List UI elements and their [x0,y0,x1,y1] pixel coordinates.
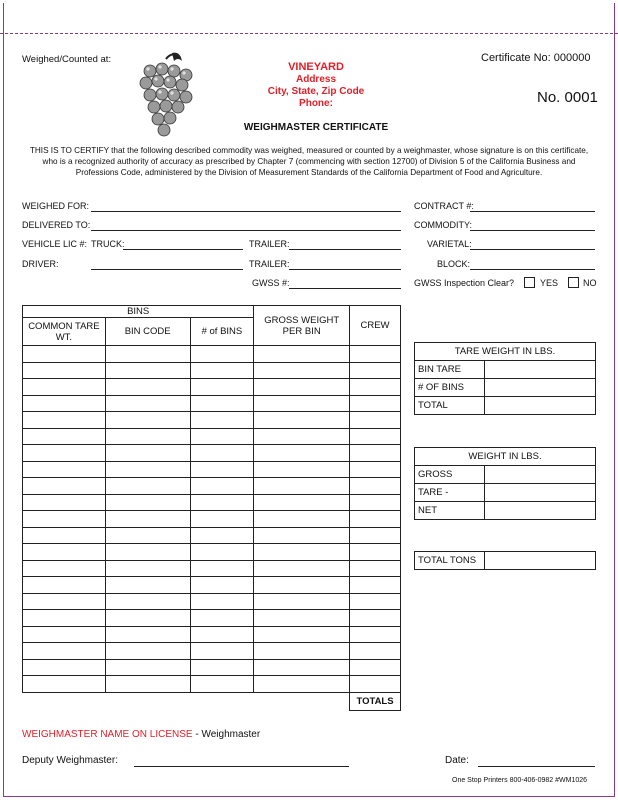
tare-row-label: BIN TARE [415,361,485,379]
block-field[interactable] [470,269,595,270]
contract-field[interactable] [470,211,595,212]
table-cell[interactable] [23,362,106,379]
table-row [23,544,401,561]
table-cell[interactable] [105,593,190,610]
delivered-to-label: DELIVERED TO: [22,220,91,230]
table-cell[interactable] [254,676,350,693]
bin-tare-field[interactable] [485,361,596,379]
date-label: Date: [445,755,469,766]
vineyard-address: Address [295,74,336,85]
totals-spacer [23,692,350,710]
table-cell[interactable] [190,412,254,429]
table-cell[interactable] [350,560,401,577]
weight-row-label: GROSS [415,466,485,484]
delivered-to-field[interactable] [91,230,401,231]
table-cell[interactable] [23,478,106,495]
table-row [23,428,401,445]
table-cell[interactable] [105,676,190,693]
table-cell[interactable] [190,461,254,478]
crew-header: CREW [350,306,401,346]
table-cell[interactable] [105,560,190,577]
tare-field[interactable] [485,484,596,502]
table-cell[interactable] [190,362,254,379]
table-cell[interactable] [350,412,401,429]
table-cell[interactable] [254,412,350,429]
bins-table [22,305,401,711]
net-field[interactable] [485,502,596,520]
driver-label: DRIVER: [22,259,59,269]
date-field[interactable] [478,766,595,767]
trailer-field-2[interactable] [289,269,401,270]
table-cell[interactable] [105,544,190,561]
table-cell[interactable] [23,494,106,511]
table-row [23,346,401,363]
vineyard-phone: Phone: [299,98,333,109]
tare-weight-title: TARE WEIGHT IN LBS. [415,343,596,361]
common-tare-header: COMMON TARE WT. [23,318,106,346]
weight-row-label: NET [415,502,485,520]
table-cell[interactable] [23,511,106,528]
table-row [23,659,401,676]
printer-credit: One Stop Printers 800-406-0982 #WM1026 [452,777,588,784]
total-tons-label: TOTAL TONS [415,552,485,570]
table-cell[interactable] [190,395,254,412]
tare-weight-table [414,342,596,415]
table-cell[interactable] [350,659,401,676]
gross-weight-header: GROSS WEIGHT PER BIN [254,306,350,346]
varietal-label: VARIETAL: [427,239,472,249]
table-cell[interactable] [350,527,401,544]
table-cell[interactable] [190,643,254,660]
table-cell[interactable] [23,412,106,429]
deputy-weighmaster-field[interactable] [134,766,349,767]
trailer-label-2: TRAILER: [249,259,290,269]
table-cell[interactable] [190,659,254,676]
table-cell[interactable] [23,676,106,693]
table-cell[interactable] [254,445,350,462]
table-cell[interactable] [254,362,350,379]
tare-row-label: # OF BINS [415,379,485,397]
table-cell[interactable] [23,643,106,660]
table-cell[interactable] [254,478,350,495]
trailer-field-1[interactable] [289,249,401,250]
table-cell[interactable] [23,445,106,462]
table-cell[interactable] [23,610,106,627]
table-cell[interactable] [254,428,350,445]
table-cell[interactable] [350,461,401,478]
table-cell[interactable] [350,379,401,396]
table-row [23,445,401,462]
table-row [23,362,401,379]
table-row [23,593,401,610]
total-tons-field[interactable] [485,552,596,570]
trailer-label-1: TRAILER: [249,239,290,249]
table-cell[interactable] [254,346,350,363]
table-cell[interactable] [254,527,350,544]
table-cell[interactable] [190,544,254,561]
driver-field[interactable] [91,269,243,270]
weighmaster-line [22,729,260,740]
totals-label: TOTALS [350,692,401,710]
tare-row-label: TOTAL [415,397,485,415]
table-cell[interactable] [105,445,190,462]
table-cell[interactable] [254,610,350,627]
table-cell[interactable] [105,626,190,643]
table-row [23,379,401,396]
table-cell[interactable] [350,494,401,511]
gwss-yes-checkbox[interactable] [524,277,535,288]
weighed-counted-at-label: Weighed/Counted at: [22,54,112,65]
weighmaster-suffix: - Weighmaster [195,729,261,740]
table-cell[interactable] [23,659,106,676]
table-cell[interactable] [105,511,190,528]
varietal-field[interactable] [470,249,595,250]
table-cell[interactable] [254,643,350,660]
form-number: No. 0001 [537,89,598,106]
table-cell[interactable] [254,626,350,643]
table-cell[interactable] [350,643,401,660]
table-row [23,494,401,511]
table-row [23,626,401,643]
table-cell[interactable] [350,676,401,693]
table-cell[interactable] [105,527,190,544]
table-cell[interactable] [190,346,254,363]
table-cell[interactable] [105,412,190,429]
table-cell[interactable] [23,379,106,396]
table-cell[interactable] [254,544,350,561]
table-cell[interactable] [23,428,106,445]
table-row [23,511,401,528]
truck-label: TRUCK: [91,239,125,249]
table-cell[interactable] [254,494,350,511]
table-cell[interactable] [105,610,190,627]
table-cell[interactable] [350,395,401,412]
table-cell[interactable] [254,560,350,577]
totals-row [23,692,401,710]
vineyard-city-state-zip: City, State, Zip Code [267,86,365,97]
table-row [23,395,401,412]
weighmaster-name: WEIGHMASTER NAME ON LICENSE [22,729,193,740]
gwss-yes-label: YES [540,278,559,288]
commodity-label: COMMODITY: [414,220,472,230]
table-cell[interactable] [350,362,401,379]
table-cell[interactable] [350,445,401,462]
table-cell[interactable] [105,428,190,445]
gross-field[interactable] [485,466,596,484]
table-cell[interactable] [190,445,254,462]
table-row [23,577,401,594]
table-cell[interactable] [190,379,254,396]
table-cell[interactable] [105,362,190,379]
weighed-for-field[interactable] [91,211,401,212]
table-cell[interactable] [350,593,401,610]
table-cell[interactable] [105,346,190,363]
table-cell[interactable] [254,379,350,396]
table-cell[interactable] [23,544,106,561]
table-cell[interactable] [190,494,254,511]
table-cell[interactable] [350,478,401,495]
bins-group-header: BINS [23,306,254,318]
table-cell[interactable] [23,593,106,610]
table-row [23,560,401,577]
table-cell[interactable] [254,593,350,610]
table-cell[interactable] [105,577,190,594]
table-cell[interactable] [105,643,190,660]
table-row [23,478,401,495]
table-cell[interactable] [350,511,401,528]
weight-title: WEIGHT IN LBS. [415,448,596,466]
table-cell[interactable] [350,610,401,627]
gwss-label: GWSS #: [252,278,290,288]
table-cell[interactable] [105,478,190,495]
weighed-for-label: WEIGHED FOR: [22,201,89,211]
table-cell[interactable] [190,560,254,577]
table-cell[interactable] [254,395,350,412]
tare-total-field[interactable] [485,397,596,415]
weight-table [414,447,596,520]
table-cell[interactable] [190,527,254,544]
table-row [23,527,401,544]
commodity-field[interactable] [470,230,595,231]
deputy-weighmaster-label: Deputy Weighmaster: [22,755,118,766]
gwss-field[interactable] [289,288,401,289]
table-cell[interactable] [190,676,254,693]
vineyard-name: VINEYARD [288,61,344,73]
table-cell[interactable] [105,379,190,396]
table-cell[interactable] [23,626,106,643]
bin-code-header: BIN CODE [105,318,190,346]
contract-label: CONTRACT #: [414,201,474,211]
table-cell[interactable] [190,593,254,610]
table-row [23,412,401,429]
table-cell[interactable] [23,560,106,577]
table-cell[interactable] [105,494,190,511]
table-cell[interactable] [190,626,254,643]
table-cell[interactable] [190,577,254,594]
vehicle-lic-label: VEHICLE LIC #: [22,239,88,249]
certificate-number: Certificate No: 000000 [481,52,591,64]
table-cell[interactable] [350,346,401,363]
block-label: BLOCK: [437,259,471,269]
gwss-no-checkbox[interactable] [568,277,579,288]
page-title: WEIGHMASTER CERTIFICATE [243,122,389,133]
table-cell[interactable] [105,461,190,478]
table-row [23,610,401,627]
table-row [23,643,401,660]
table-cell[interactable] [23,527,106,544]
table-cell[interactable] [23,395,106,412]
table-cell[interactable] [190,511,254,528]
table-cell[interactable] [350,428,401,445]
table-row [23,461,401,478]
table-cell[interactable] [350,544,401,561]
num-bins-field[interactable] [485,379,596,397]
gwss-no-label: NO [583,278,597,288]
table-cell[interactable] [254,577,350,594]
table-cell[interactable] [23,461,106,478]
table-cell[interactable] [190,610,254,627]
grape-cluster-icon [136,49,200,141]
gwss-clear-label: GWSS Inspection Clear? [414,278,515,288]
certification-statement: THIS IS TO CERTIFY that the following described commodity was weighed, measured or counted by a weighmaster, whose signature is on this certificate, who is a recognized authority of accuracy as prescribed by Chapter 7 (commencing with section 12700) of Division 5 of the California Business and Professions Code, administered by the Division of Measurement Standards of the California Department of Food and Agriculture. [29,146,589,177]
table-cell[interactable] [23,577,106,594]
table-cell[interactable] [254,659,350,676]
table-cell[interactable] [254,511,350,528]
table-cell[interactable] [23,346,106,363]
table-cell[interactable] [350,577,401,594]
table-cell[interactable] [190,478,254,495]
table-cell[interactable] [190,428,254,445]
table-row [23,676,401,693]
table-cell[interactable] [254,461,350,478]
truck-field[interactable] [123,249,243,250]
total-tons-table [414,551,596,570]
table-cell[interactable] [350,626,401,643]
table-cell[interactable] [105,659,190,676]
table-cell[interactable] [105,395,190,412]
weight-row-label: TARE - [415,484,485,502]
num-bins-header: # of BINS [190,318,254,346]
